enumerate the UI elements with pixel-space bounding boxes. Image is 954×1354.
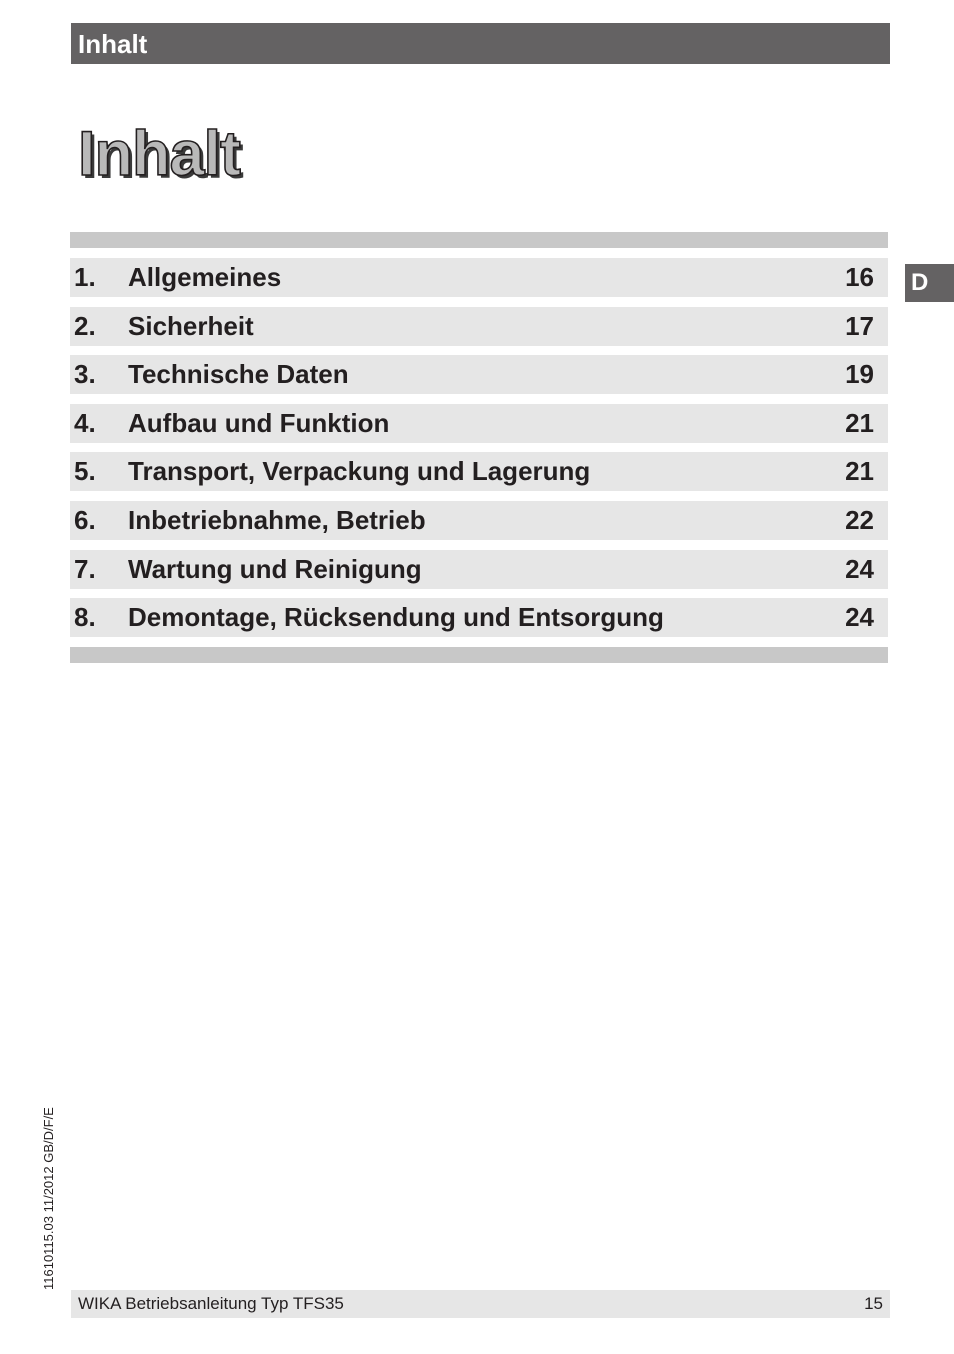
footer-page-number: 15	[864, 1294, 883, 1313]
toc-entry[interactable]	[70, 355, 888, 394]
toc-entry-label: Transport, Verpackung und Lagerung	[128, 456, 591, 487]
toc-entry-number: 2.	[74, 310, 96, 341]
toc-entry-label: Technische Daten	[128, 359, 349, 390]
toc-entry[interactable]	[70, 307, 888, 346]
toc-entry-number: 5.	[74, 456, 96, 487]
toc-entry-number: 1.	[74, 262, 96, 292]
toc-entry-number: 6.	[74, 504, 96, 535]
toc-entry-label: Aufbau und Funktion	[128, 407, 390, 438]
toc-entry-page: 24	[845, 553, 874, 584]
toc-entry-number: 7.	[74, 553, 96, 584]
toc-entry[interactable]	[70, 598, 888, 637]
toc-entry[interactable]	[70, 550, 888, 589]
footer-bar	[71, 1290, 890, 1318]
header-title: Inhalt	[78, 29, 148, 59]
toc-entry[interactable]	[70, 258, 888, 297]
document-number: 11610115.03 11/2012 GB/D/F/E	[41, 1107, 56, 1290]
table-of-contents	[70, 232, 888, 663]
footer-text: WIKA Betriebsanleitung Typ TFS35	[78, 1294, 344, 1313]
toc-entry-page: 21	[845, 407, 874, 438]
header-bar	[71, 23, 890, 64]
toc-entry-number: 4.	[74, 407, 96, 438]
page-title: Inhalt	[78, 119, 240, 189]
toc-entry-number: 3.	[74, 359, 96, 390]
toc-entry-number: 8.	[74, 602, 96, 633]
toc-entry[interactable]	[70, 404, 888, 443]
toc-entry-page: 17	[845, 310, 874, 341]
toc-entry-label: Wartung und Reinigung	[128, 553, 422, 584]
toc-entry-page: 21	[845, 456, 874, 487]
toc-entry-page: 22	[845, 504, 874, 535]
language-tab: D	[905, 264, 954, 302]
toc-entry-page: 16	[845, 262, 874, 292]
toc-top-rule	[70, 232, 888, 248]
toc-entry-label: Allgemeines	[128, 262, 282, 292]
toc-entry-label: Demontage, Rücksendung und Entsorgung	[128, 602, 664, 633]
toc-entry[interactable]	[70, 501, 888, 540]
toc-entry-label: Inbetriebnahme, Betrieb	[128, 504, 426, 535]
toc-entry-label: Sicherheit	[128, 310, 254, 341]
toc-entry-page: 19	[845, 359, 874, 390]
toc-entry[interactable]	[70, 452, 888, 491]
toc-bottom-rule	[70, 647, 888, 663]
toc-entry-page: 24	[845, 602, 874, 633]
